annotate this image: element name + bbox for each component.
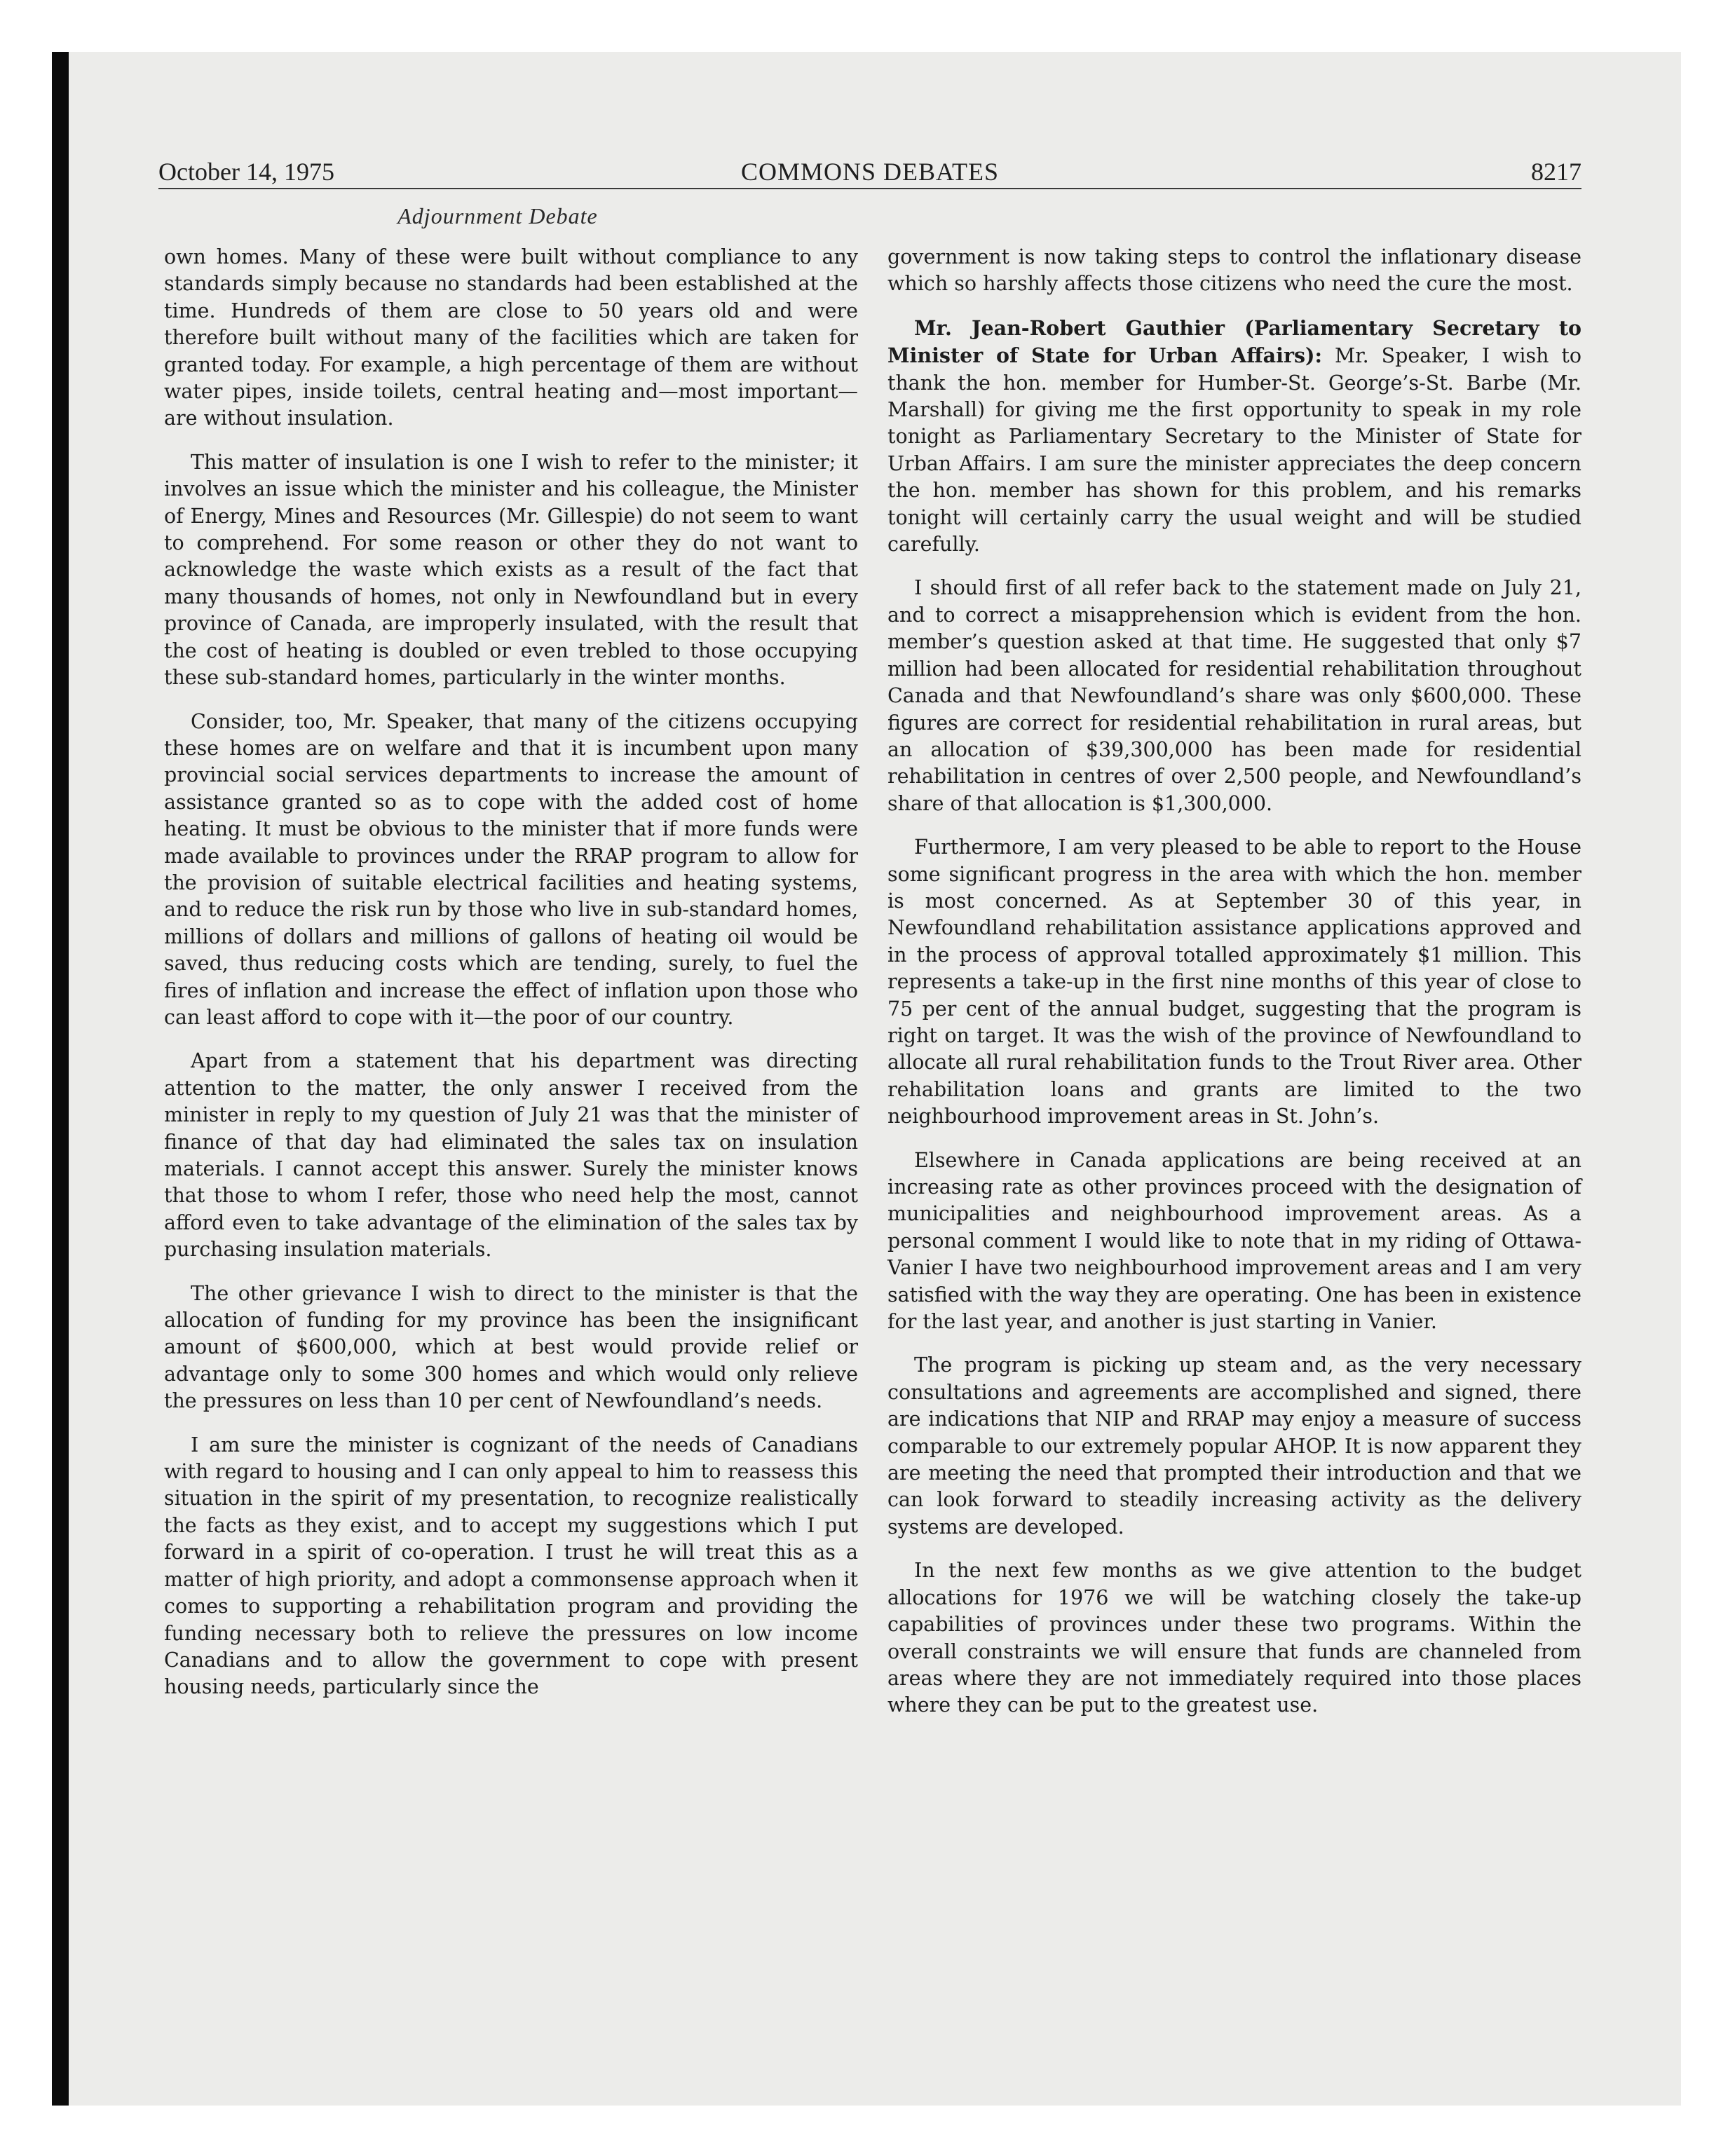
paragraph: I am sure the minister is cognizant of the needs of Canadians with regard to housing and I can only appeal to him to reassess this situation in the spirit of my presentation, to recognize realistically the facts as they exist, and to accept my suggestions which I put forward in a spirit of co-operation. I trust he will treat this as a matter of high priority, and adopt a commonsense approach when it comes to supporting a rehabilitation program and providing the funding necessary both to relieve the pressures on low income Canadians and to allow the government to cope with present housing needs, particularly since the [164,1433,858,1699]
speaker-paragraph [887,315,1581,559]
paragraph: Apart from a statement that his department was directing attention to the matter, the only answer I received from the minister in reply to my question of July 21 was that the minister of finance of that day had eliminated the sales tax on insulation materials. I cannot accept this answer. Surely the minister knows that those to whom I refer, those who need help the most, cannot afford even to take advantage of the elimination of the sales tax by purchasing insulation materials. [164,1049,858,1262]
running-header [158,153,1581,192]
header-title: COMMONS DEBATES [740,158,1000,186]
section-title: Adjournment Debate [397,203,598,228]
paragraph: The other grievance I wish to direct to the minister is that the allocation of funding for my province has been the insignificant amount of $600,000, which at best would provide relief or advantage only to some 300 homes and which would only relieve the pressures on less than 10 per cent of Newfoundland’s needs. [164,1281,858,1413]
speaker-name: Mr. Jean-Robert Gauthier (Parliamentary Secretary to Minister of State for Urban Affairs): [887,315,1581,368]
paragraph: own homes. Many of these were built without compliance to any standards simply because no standards had been established at the time. Hundreds of them are close to 50 years old and were therefore built without many of the facilities which are taken for granted today. For example, a high percentage of them are without water pipes, inside toilets, central heating and—most important—are without insulation. [164,245,858,430]
paragraph: Elsewhere in Canada applications are being received at an increasing rate as other provinces proceed with the designation of municipalities and neighbourhood improvement areas. As a personal comment I would like to note that in my riding of Ottawa-Vanier I have two neighbourhood improvement areas and I am very satisfied with the way they are operating. One has been in existence for the last year, and another is just starting in Vanier. [887,1148,1581,1334]
paragraph: This matter of insulation is one I wish to refer to the minister; it involves an issue which the minister and his colleague, the Minister of Energy, Mines and Resources (Mr. Gillespie) do not seem to want to comprehend. For some reason or other they do not want to acknowledge the waste which exists as a result of the fact that many thousands of homes, not only in Newfoundland but in every province of Canada, are improperly insulated, with the result that the cost of heating is doubled or even trebled to those occupying these sub-standard homes, particularly in the winter months. [164,450,858,690]
paragraph: In the next few months as we give attention to the budget allocations for 1976 we will be watching closely the take-up capabilities of provinces under these two programs. Within the overall constraints we will ensure that funds are channeled from areas where they are not immediately required into those places where they can be put to the greatest use. [887,1559,1581,1717]
paragraph-continuation: government is now taking steps to control the inflationary disease which so harshly affects those citizens who need the cure the most. [887,245,1581,296]
binding-edge [52,52,69,2106]
paragraph: I should first of all refer back to the statement made on July 21, and to correct a misapprehension which is evident from the hon. member’s question asked at that time. He suggested that only $7 million had been allocated for residential rehabilitation throughout Canada and that Newfoundland’s share was only $600,000. These figures are correct for residential rehabilitation in rural areas, but an allocation of $39,300,000 has been made for residential rehabilitation in centres of over 2,500 people, and Newfoundland’s share of that allocation is $1,300,000. [887,576,1581,815]
paragraph: Furthermore, I am very pleased to be able to report to the House some significant progress in the area with which the hon. member is most concerned. As at September 30 of this year, in Newfoundland rehabilitation assistance applications approved and in the process of approval totalled approximately $1 million. This represents a take-up in the first nine months of this year of close to 75 per cent of the annual budget, suggesting that the program is right on target. It was the wish of the province of Newfoundland to allocate all rural rehabilitation funds to the Trout River area. Other rehabilitation loans and grants are limited to the two neighbourhood improvement areas in St. John’s. [887,835,1581,1128]
header-page-number: 8217 [1531,158,1581,186]
paragraph: The program is picking up steam and, as the very necessary consultations and agreements are accomplished and signed, there are indications that NIP and RRAP may enjoy a measure of success comparable to our extremely popular AHOP. It is now apparent they are meeting the need that prompted their introduction and that we can look forward to steadily increasing activity as the delivery systems are developed. [887,1353,1581,1538]
paragraph: Consider, too, Mr. Speaker, that many of the citizens occupying these homes are on welfare and that it is incumbent upon many provincial social services departments to increase the amount of assistance granted so as to cope with the added cost of home heating. It must be obvious to the minister that if more funds were made available to provinces under the RRAP program to allow for the provision of suitable electrical facilities and heating systems, and to reduce the risk run by those who live in sub-standard homes, millions of dollars and millions of gallons of heating oil would be saved, thus reducing costs which are tending, surely, to fuel the fires of inflation and increase the effect of inflation upon those who can least afford to cope with it—the poor of our country. [164,709,858,1029]
speaker-text: Mr. Speaker, I wish to thank the hon. member for Humber-St. George’s-St. Barbe (Mr. Marshall) for giving me the first opportunity to speak in my role tonight as Parliamentary Secretary to the Minister of State for Urban Affairs. I am sure the minister appreciates the deep concern the hon. member has shown for this problem, and his remarks tonight will certainly carry the usual weight and will be studied carefully. [887,344,1581,557]
header-rule [158,188,1581,189]
left-column [164,244,858,1718]
header-date: October 14, 1975 [158,158,334,186]
right-column [887,244,1581,1736]
